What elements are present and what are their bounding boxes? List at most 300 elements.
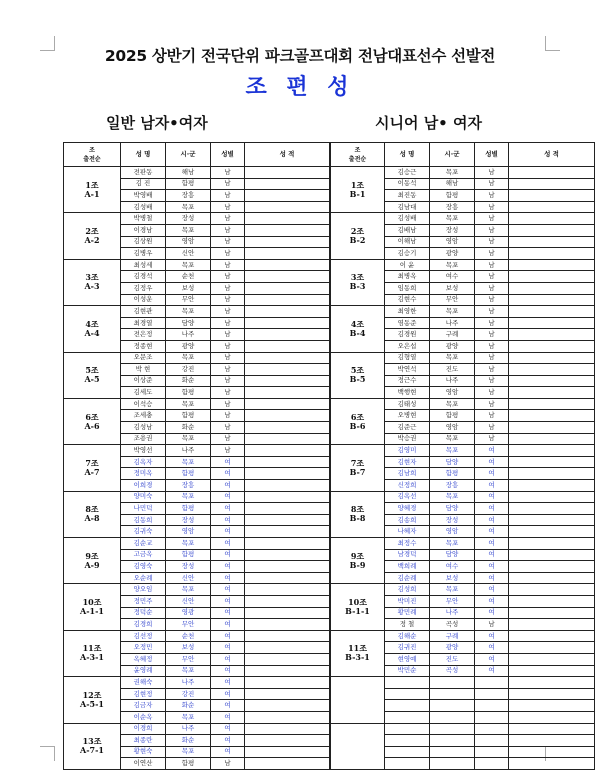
player-score <box>509 503 595 515</box>
group-code: A-5 <box>84 374 100 385</box>
empty-cell <box>430 677 475 689</box>
player-score <box>509 352 595 364</box>
player-name: 정덕순 <box>121 607 166 619</box>
table-row <box>331 584 595 596</box>
empty-cell <box>475 723 509 735</box>
player-name: 박연석 <box>385 364 430 376</box>
player-score <box>245 723 330 735</box>
player-region: 영암 <box>430 387 475 399</box>
player-region: 장성 <box>430 514 475 526</box>
table-row <box>331 259 595 271</box>
player-gender: 남 <box>475 259 509 271</box>
player-gender: 남 <box>211 422 245 434</box>
player-region: 순천 <box>166 630 211 642</box>
player-region: 장성 <box>166 213 211 225</box>
player-score <box>509 422 595 434</box>
player-name: 김영숙 <box>121 561 166 573</box>
player-gender: 남 <box>475 410 509 422</box>
player-region: 화순 <box>166 735 211 747</box>
player-gender: 남 <box>211 224 245 236</box>
player-region: 목포 <box>430 352 475 364</box>
general-roster-table <box>63 142 330 770</box>
header-group <box>64 143 121 167</box>
player-name: 오병현 <box>385 410 430 422</box>
player-name: 조용권 <box>121 433 166 445</box>
player-name: 최진동 <box>385 190 430 202</box>
player-name: 박민순 <box>385 665 430 677</box>
player-score <box>245 167 330 179</box>
player-gender: 여 <box>211 480 245 492</box>
empty-cell <box>385 735 430 747</box>
player-score <box>245 619 330 631</box>
player-name: 김순교 <box>121 538 166 550</box>
player-region: 목포 <box>166 352 211 364</box>
group-cell <box>64 352 121 398</box>
group-code: B-4 <box>349 327 366 338</box>
table-row <box>331 491 595 503</box>
table-row <box>331 398 595 410</box>
player-name: 최경열 <box>121 317 166 329</box>
player-gender: 남 <box>475 213 509 225</box>
player-gender: 여 <box>475 561 509 573</box>
player-gender: 여 <box>211 584 245 596</box>
empty-cell <box>385 758 430 770</box>
empty-cell <box>430 700 475 712</box>
player-gender: 남 <box>475 352 509 364</box>
player-gender: 여 <box>475 572 509 584</box>
player-region: 강진 <box>166 688 211 700</box>
player-gender: 남 <box>211 213 245 225</box>
group-number: 3조 <box>350 272 365 283</box>
group-code: A-8 <box>84 513 100 524</box>
player-score <box>509 398 595 410</box>
group-number: 11조 <box>348 643 367 654</box>
player-name: 정근수 <box>385 375 430 387</box>
player-region: 목포 <box>166 584 211 596</box>
empty-row <box>331 677 595 689</box>
player-region: 영광 <box>166 607 211 619</box>
table-row <box>64 213 330 225</box>
player-region: 화순 <box>166 700 211 712</box>
player-region: 광양 <box>430 340 475 352</box>
player-name: 이연산 <box>121 758 166 770</box>
group-number: 13조 <box>82 736 102 747</box>
group-number: 8조 <box>85 504 99 515</box>
player-score <box>245 259 330 271</box>
player-score <box>509 364 595 376</box>
player-score <box>509 549 595 561</box>
header-row <box>64 143 330 167</box>
player-gender: 여 <box>475 595 509 607</box>
player-region: 나주 <box>430 317 475 329</box>
player-region: 담양 <box>430 456 475 468</box>
player-gender: 남 <box>211 352 245 364</box>
player-name: 이해남 <box>385 236 430 248</box>
empty-cell <box>475 688 509 700</box>
table-row <box>331 445 595 457</box>
player-gender: 남 <box>211 375 245 387</box>
player-region: 목포 <box>430 538 475 550</box>
player-score <box>509 178 595 190</box>
group-number: 7조 <box>350 457 365 468</box>
player-score <box>245 224 330 236</box>
player-region: 목포 <box>166 433 211 445</box>
player-score <box>245 236 330 248</box>
player-name: 이경남 <box>121 224 166 236</box>
player-name: 박미진 <box>385 595 430 607</box>
table-row <box>64 538 330 550</box>
group-code: A-1 <box>84 188 100 199</box>
player-gender: 남 <box>475 306 509 318</box>
player-name: 김송희 <box>385 514 430 526</box>
player-region: 함평 <box>430 190 475 202</box>
player-score <box>245 595 330 607</box>
player-name: 정종현 <box>121 340 166 352</box>
player-region: 장성 <box>166 514 211 526</box>
group-number: 9조 <box>350 550 365 561</box>
group-cell <box>331 306 385 352</box>
player-gender: 남 <box>211 190 245 202</box>
player-region: 강진 <box>166 364 211 376</box>
group-number: 5조 <box>350 365 365 376</box>
group-cell <box>331 259 385 305</box>
player-name: 임동희 <box>385 282 430 294</box>
player-name: 백희례 <box>385 561 430 573</box>
player-gender: 여 <box>211 503 245 515</box>
player-gender: 남 <box>475 201 509 213</box>
player-name: 오문조 <box>121 352 166 364</box>
player-gender: 여 <box>211 688 245 700</box>
player-region: 곡성 <box>430 665 475 677</box>
player-region: 보성 <box>166 642 211 654</box>
table-row <box>64 677 330 689</box>
player-name: 김현정 <box>121 688 166 700</box>
empty-cell <box>475 746 509 758</box>
player-name: 김해순 <box>385 630 430 642</box>
player-region: 목포 <box>430 445 475 457</box>
player-gender: 남 <box>211 178 245 190</box>
player-name: 양혜경 <box>385 503 430 515</box>
group-cell <box>64 213 121 259</box>
player-region: 무안 <box>166 619 211 631</box>
player-name: 김경석 <box>121 271 166 283</box>
group-cell <box>331 352 385 398</box>
player-gender: 여 <box>475 630 509 642</box>
player-score <box>245 422 330 434</box>
player-region: 신안 <box>166 595 211 607</box>
group-cell <box>64 677 121 723</box>
group-number: 6조 <box>85 411 99 422</box>
group-code: A-5-1 <box>80 698 104 709</box>
table-row <box>64 352 330 364</box>
player-gender: 여 <box>475 665 509 677</box>
player-gender: 남 <box>211 294 245 306</box>
player-region: 순천 <box>166 271 211 283</box>
group-code: B-1 <box>349 188 366 199</box>
player-region: 장흥 <box>166 480 211 492</box>
player-score <box>245 653 330 665</box>
group-number: 4조 <box>350 318 365 329</box>
table-row <box>331 167 595 179</box>
group-number: 3조 <box>85 272 99 283</box>
player-region: 영암 <box>430 526 475 538</box>
player-gender: 여 <box>475 503 509 515</box>
empty-cell <box>509 746 595 758</box>
player-score <box>509 306 595 318</box>
group-number: 12조 <box>82 689 102 700</box>
player-region: 무안 <box>166 294 211 306</box>
table-row <box>331 306 595 318</box>
player-name: 최성세 <box>121 259 166 271</box>
player-score <box>509 595 595 607</box>
player-score <box>509 456 595 468</box>
player-gender: 남 <box>475 167 509 179</box>
empty-cell <box>430 735 475 747</box>
player-score <box>509 271 595 283</box>
player-gender: 여 <box>475 653 509 665</box>
group-cell <box>64 723 121 769</box>
player-region: 목포 <box>430 584 475 596</box>
group-cell <box>64 259 121 305</box>
player-name: 오은섭 <box>385 340 430 352</box>
player-score <box>509 282 595 294</box>
player-name: 정미옥 <box>121 468 166 480</box>
player-gender: 여 <box>211 723 245 735</box>
player-score <box>245 526 330 538</box>
table-row <box>64 584 330 596</box>
player-gender: 여 <box>211 549 245 561</box>
player-region: 목포 <box>166 746 211 758</box>
group-cell <box>64 445 121 491</box>
player-name: 김정우 <box>121 282 166 294</box>
player-region: 나주 <box>430 375 475 387</box>
table-row <box>64 259 330 271</box>
player-gender: 남 <box>211 306 245 318</box>
player-score <box>245 607 330 619</box>
player-gender: 여 <box>211 572 245 584</box>
group-code: B-3 <box>349 281 366 292</box>
player-name: 김남희 <box>385 468 430 480</box>
player-region: 여수 <box>430 561 475 573</box>
player-region: 나주 <box>166 677 211 689</box>
player-name: 전판동 <box>121 167 166 179</box>
player-region: 나주 <box>166 329 211 341</box>
player-name: 최종란 <box>121 735 166 747</box>
player-name: 김승기 <box>385 248 430 260</box>
player-score <box>509 480 595 492</box>
player-score <box>245 468 330 480</box>
player-gender: 여 <box>475 642 509 654</box>
empty-cell <box>509 700 595 712</box>
group-code: B-8 <box>349 513 366 524</box>
player-region: 무안 <box>430 595 475 607</box>
table-row <box>64 491 330 503</box>
player-region: 영암 <box>166 526 211 538</box>
empty-cell <box>509 758 595 770</box>
player-region: 장흥 <box>166 190 211 202</box>
player-gender: 여 <box>211 607 245 619</box>
player-score <box>245 665 330 677</box>
player-name: 김 진 <box>121 178 166 190</box>
player-score <box>509 561 595 573</box>
player-region: 보성 <box>166 282 211 294</box>
empty-cell <box>430 758 475 770</box>
player-gender: 여 <box>475 526 509 538</box>
group-cell <box>331 213 385 259</box>
player-gender: 여 <box>475 480 509 492</box>
player-name: 고금옥 <box>121 549 166 561</box>
empty-cell <box>509 688 595 700</box>
senior-section-heading: 시니어 남• 여자 <box>375 114 482 132</box>
player-name: 나혜자 <box>385 526 430 538</box>
header-group <box>331 143 385 167</box>
player-score <box>245 294 330 306</box>
player-name: 정민주 <box>121 595 166 607</box>
player-gender: 여 <box>211 456 245 468</box>
player-gender: 남 <box>475 317 509 329</box>
player-gender: 여 <box>211 514 245 526</box>
player-name: 김순례 <box>385 572 430 584</box>
player-region: 나주 <box>166 445 211 457</box>
player-name: 전은정 <box>121 329 166 341</box>
player-name: 김영미 <box>385 445 430 457</box>
player-gender: 여 <box>211 665 245 677</box>
player-score <box>509 468 595 480</box>
empty-cell <box>509 735 595 747</box>
player-region: 목포 <box>166 201 211 213</box>
player-score <box>509 190 595 202</box>
group-code: B-6 <box>349 420 366 431</box>
player-region: 나주 <box>166 723 211 735</box>
group-code: A-2 <box>84 235 100 246</box>
player-name: 박 현 <box>121 364 166 376</box>
group-number: 8조 <box>350 504 365 515</box>
player-name: 김준근 <box>385 422 430 434</box>
player-region: 장성 <box>430 224 475 236</box>
table-row <box>331 630 595 642</box>
player-gender: 남 <box>211 433 245 445</box>
group-number: 2조 <box>350 226 365 237</box>
player-gender: 남 <box>475 364 509 376</box>
player-name: 최병옥 <box>385 271 430 283</box>
header-order-label: 출전순 <box>348 155 367 163</box>
player-score <box>509 607 595 619</box>
group-code: A-4 <box>84 327 100 338</box>
player-region: 무안 <box>166 653 211 665</box>
group-code: A-7-1 <box>80 745 104 756</box>
player-score <box>509 340 595 352</box>
player-name: 이상준 <box>121 375 166 387</box>
player-gender: 남 <box>211 445 245 457</box>
player-name: 김귀진 <box>385 642 430 654</box>
header-region: 시·군 <box>430 143 475 167</box>
player-gender: 남 <box>211 364 245 376</box>
player-region: 여수 <box>430 271 475 283</box>
group-number: 7조 <box>85 457 99 468</box>
group-number: 6조 <box>350 411 365 422</box>
player-name: 김금자 <box>121 700 166 712</box>
empty-cell <box>509 711 595 723</box>
player-gender: 여 <box>211 619 245 631</box>
player-gender: 여 <box>475 456 509 468</box>
player-score <box>509 514 595 526</box>
group-code: B-9 <box>349 559 366 570</box>
player-gender: 여 <box>211 538 245 550</box>
player-name: 오순례 <box>121 572 166 584</box>
player-gender: 남 <box>475 248 509 260</box>
player-score <box>245 561 330 573</box>
player-name: 김남대 <box>385 201 430 213</box>
player-gender: 여 <box>211 677 245 689</box>
player-gender: 남 <box>211 317 245 329</box>
player-score <box>509 213 595 225</box>
player-score <box>245 387 330 399</box>
player-name: 김경희 <box>121 619 166 631</box>
player-gender: 남 <box>475 340 509 352</box>
player-region: 목포 <box>166 538 211 550</box>
player-name: 황민례 <box>385 607 430 619</box>
player-gender: 여 <box>211 491 245 503</box>
group-cell <box>331 630 385 676</box>
table-row <box>64 630 330 642</box>
empty-cell <box>475 758 509 770</box>
player-gender: 남 <box>211 340 245 352</box>
player-name: 김성희 <box>385 584 430 596</box>
player-gender: 남 <box>475 375 509 387</box>
header-score: 성 적 <box>245 143 330 167</box>
player-name: 신정희 <box>385 480 430 492</box>
player-score <box>245 572 330 584</box>
group-code: A-3-1 <box>80 652 104 663</box>
empty-cell <box>475 711 509 723</box>
player-region: 함평 <box>166 549 211 561</box>
player-region: 목포 <box>430 213 475 225</box>
player-score <box>509 491 595 503</box>
player-region: 광양 <box>430 642 475 654</box>
group-number: 1조 <box>85 179 99 190</box>
player-gender: 남 <box>211 236 245 248</box>
player-gender: 여 <box>211 700 245 712</box>
player-score <box>245 711 330 723</box>
player-score <box>245 514 330 526</box>
header-name: 성 명 <box>121 143 166 167</box>
player-score <box>245 190 330 202</box>
group-code: B-2 <box>349 235 366 246</box>
player-gender: 남 <box>211 167 245 179</box>
player-name: 최영한 <box>385 306 430 318</box>
player-region: 해남 <box>430 178 475 190</box>
player-name: 김성배 <box>385 213 430 225</box>
group-number: 4조 <box>85 318 99 329</box>
player-score <box>509 433 595 445</box>
player-region: 목포 <box>166 259 211 271</box>
group-number: 10조 <box>348 597 367 608</box>
player-score <box>509 665 595 677</box>
player-gender: 여 <box>211 711 245 723</box>
player-region: 신안 <box>166 572 211 584</box>
player-gender: 여 <box>475 538 509 550</box>
player-region: 목포 <box>166 665 211 677</box>
header-group-label: 조 <box>89 146 95 154</box>
table-row <box>64 723 330 735</box>
player-gender: 남 <box>211 387 245 399</box>
player-region: 장성 <box>166 561 211 573</box>
player-region: 담양 <box>430 549 475 561</box>
player-score <box>245 549 330 561</box>
player-region: 곡성 <box>430 619 475 631</box>
player-score <box>509 653 595 665</box>
header-row <box>331 143 595 167</box>
